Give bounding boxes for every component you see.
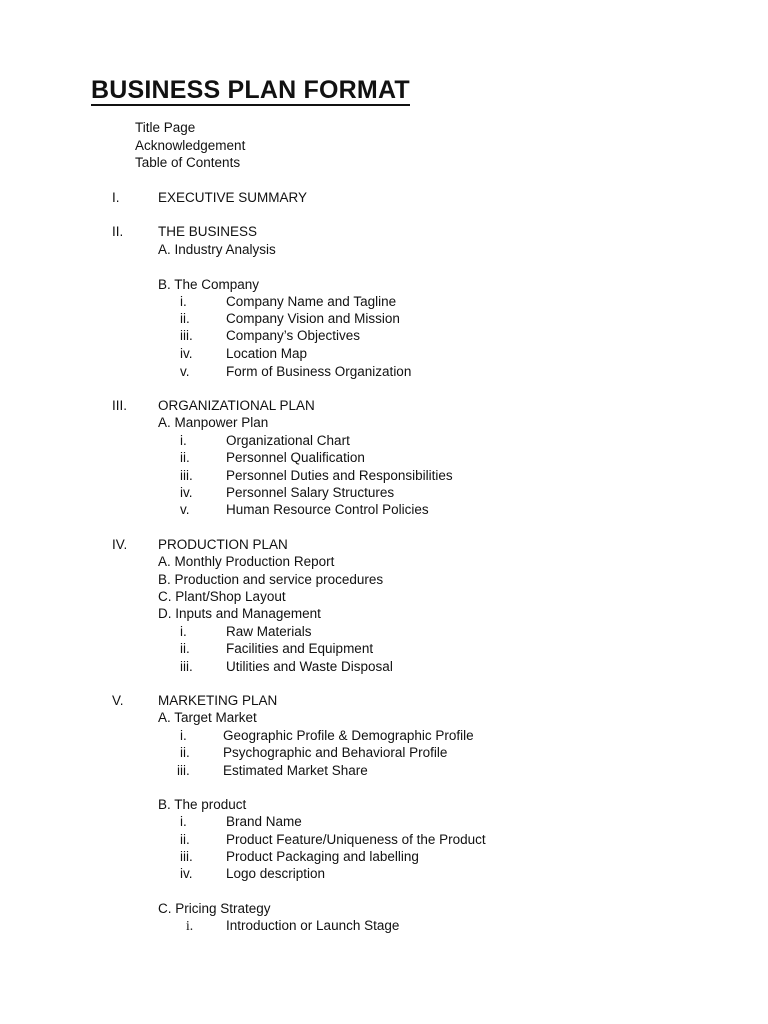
list-item: Product Packaging and labelling (226, 849, 419, 864)
list-item: Raw Materials (226, 624, 312, 639)
list-item: Personnel Salary Structures (226, 485, 395, 500)
list-item: Form of Business Organization (226, 364, 412, 379)
list-item: Facilities and Equipment (226, 641, 374, 656)
subsection-target-market: A. Target Market (158, 710, 257, 725)
section-heading-marketing-plan: MARKETING PLAN (158, 693, 278, 708)
document-title: BUSINESS PLAN FORMAT (91, 76, 410, 104)
section-heading-organizational-plan: ORGANIZATIONAL PLAN (158, 398, 315, 413)
list-item: Organizational Chart (226, 433, 350, 448)
item-number: i. (180, 728, 187, 743)
subsection-manpower-plan: A. Manpower Plan (158, 415, 269, 430)
item-number: iv. (180, 866, 193, 881)
subsection-pricing-strategy: C. Pricing Strategy (158, 901, 271, 916)
subsection-production-procedures: B. Production and service procedures (158, 572, 384, 587)
item-number: v. (180, 502, 190, 517)
item-number: ii. (180, 832, 190, 847)
section-number: III. (112, 398, 128, 413)
list-item: Personnel Qualification (226, 450, 365, 465)
item-number: iv. (180, 346, 193, 361)
section-number: V. (112, 693, 124, 708)
item-number: iii. (177, 763, 190, 778)
subsection-industry-analysis: A. Industry Analysis (158, 242, 276, 257)
subsection-monthly-production-report: A. Monthly Production Report (158, 554, 335, 569)
item-number: iii. (180, 849, 193, 864)
item-number: iii. (180, 659, 193, 674)
item-number: i. (180, 433, 187, 448)
section-number: IV. (112, 537, 128, 552)
section-heading-the-business: THE BUSINESS (158, 224, 258, 239)
list-item: Location Map (226, 346, 308, 361)
list-item: Utilities and Waste Disposal (226, 659, 393, 674)
item-number: v. (180, 364, 190, 379)
item-number: iv. (180, 485, 193, 500)
item-number: ii. (180, 450, 190, 465)
list-item: Logo description (226, 866, 326, 881)
list-item: Geographic Profile & Demographic Profile (223, 728, 474, 743)
list-item: Human Resource Control Policies (226, 502, 429, 517)
subsection-inputs-and-management: D. Inputs and Management (158, 606, 321, 621)
item-number: ii. (180, 745, 190, 760)
item-number: i. (186, 918, 194, 933)
list-item: Personnel Duties and Responsibilities (226, 468, 453, 483)
list-item: Company’s Objectives (226, 328, 361, 343)
item-number: iii. (180, 468, 193, 483)
front-matter-table-of-contents: Table of Contents (135, 155, 241, 170)
list-item: Company Vision and Mission (226, 311, 400, 326)
front-matter-acknowledgement: Acknowledgement (135, 138, 246, 153)
section-number: I. (112, 190, 120, 205)
item-number: iii. (180, 328, 193, 343)
item-number: i. (180, 294, 187, 309)
front-matter-title-page: Title Page (135, 120, 196, 135)
subsection-the-company: B. The Company (158, 277, 260, 292)
list-item: Estimated Market Share (223, 763, 368, 778)
item-number: i. (180, 624, 187, 639)
subsection-plant-shop-layout: C. Plant/Shop Layout (158, 589, 286, 604)
section-heading-executive-summary: EXECUTIVE SUMMARY (158, 190, 308, 205)
list-item: Introduction or Launch Stage (226, 918, 400, 933)
section-number: II. (112, 224, 124, 239)
list-item: Psychographic and Behavioral Profile (223, 745, 448, 760)
list-item: Brand Name (226, 814, 302, 829)
subsection-the-product: B. The product (158, 797, 247, 812)
item-number: ii. (180, 641, 190, 656)
list-item: Company Name and Tagline (226, 294, 397, 309)
item-number: ii. (180, 311, 190, 326)
item-number: i. (180, 814, 187, 829)
list-item: Product Feature/Uniqueness of the Product (226, 832, 486, 847)
section-heading-production-plan: PRODUCTION PLAN (158, 537, 288, 552)
